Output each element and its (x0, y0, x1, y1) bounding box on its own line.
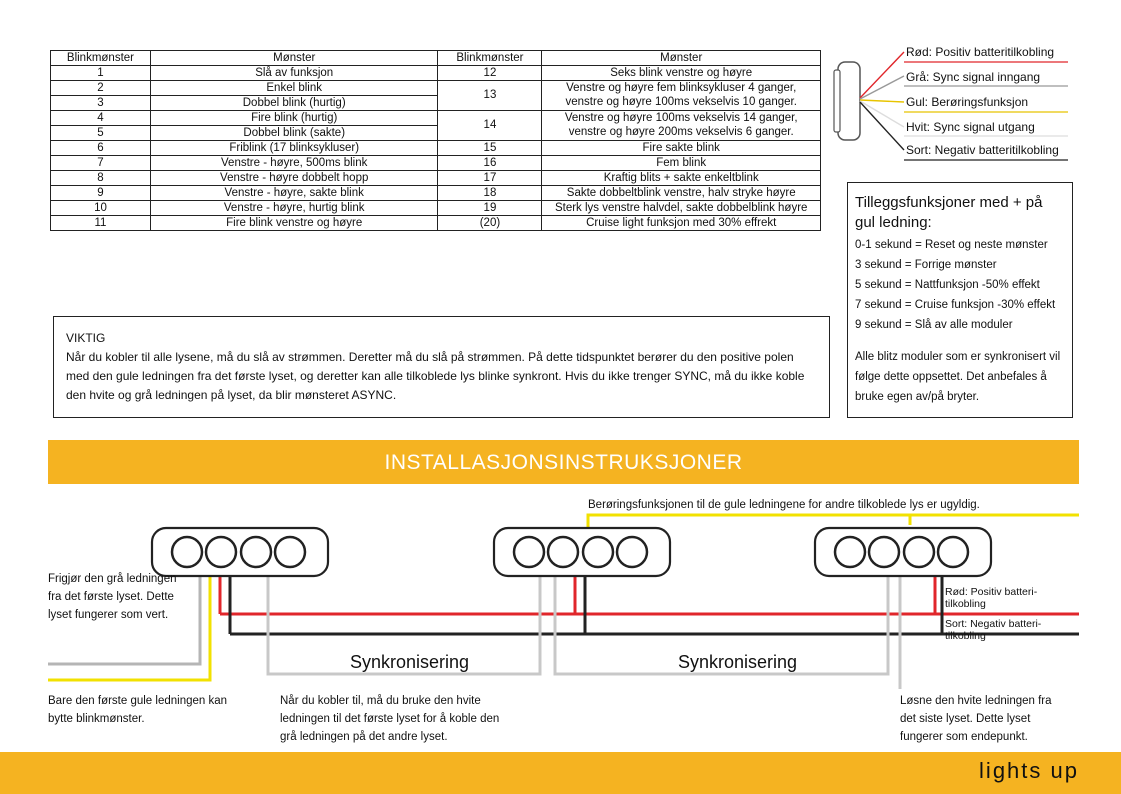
pattern-description: venstre og høyre 100ms vekselvis 10 ganger. (542, 96, 821, 111)
pattern-number: 1 (51, 66, 151, 81)
extra-note: Alle blitz moduler som er synkronisert vil følge dette oppsettet. Det anbefales å bruke egen av/på bryter. (855, 351, 1061, 403)
table-row (51, 201, 821, 216)
wire-label-grey: Grå: Sync signal inngang (906, 70, 1041, 84)
table-row (51, 156, 821, 171)
extra-line: 3 sekund = Forrige mønster (855, 259, 997, 271)
pattern-description: venstre og høyre 200ms vekselvis 6 ganger. (542, 126, 821, 141)
pattern-description: Venstre - høyre, sakte blink (150, 186, 438, 201)
pattern-description: Cruise light funksjon med 30% effrekt (542, 216, 821, 231)
pattern-description: Slå av funksjon (150, 66, 438, 81)
pattern-number: 19 (438, 201, 542, 216)
pattern-description: Dobbel blink (sakte) (150, 126, 438, 141)
pattern-number: 11 (51, 216, 151, 231)
light-module-2 (494, 528, 670, 576)
pattern-description: Kraftig blits + sakte enkeltblink (542, 171, 821, 186)
pattern-number: 10 (51, 201, 151, 216)
pattern-number: 15 (438, 141, 542, 156)
table-row (51, 96, 821, 111)
header-blinkmonster-2: Blinkmønster (438, 51, 542, 66)
pattern-number: (20) (438, 216, 542, 231)
last-light-note: Løsne den hvite ledningen fra det siste lyset. Dette lyset fungerer som endepunkt. (900, 695, 1052, 743)
pattern-description: Fire blink venstre og høyre (150, 216, 438, 231)
pattern-number: 13 (438, 81, 542, 111)
table-row (51, 81, 821, 96)
brand-logo-text: lights up (979, 758, 1079, 783)
first-light-note: Frigjør den grå ledningen fra det første lyset. Dette lyset fungerer som vert. (48, 573, 177, 621)
table-row (51, 171, 821, 186)
wire-label-red: Rød: Positiv batteritilkobling (906, 45, 1055, 59)
table-row (51, 216, 821, 231)
extra-line: 0-1 sekund = Reset og neste mønster (855, 239, 1048, 251)
pattern-description: Fire sakte blink (542, 141, 821, 156)
pattern-description: Fem blink (542, 156, 821, 171)
wire-label-yellow: Gul: Berøringsfunksjon (906, 95, 1029, 109)
pattern-number: 12 (438, 66, 542, 81)
pattern-description: Venstre - høyre, 500ms blink (150, 156, 438, 171)
sync-label-1: Synkronisering (350, 652, 470, 672)
white-wire-note: Når du kobler til, må du bruke den hvite ledningen til det første lyset for å koble den grå ledningen på det andre lyset. (280, 695, 500, 743)
pattern-description: Venstre og høyre 100ms vekselvis 14 ganger, (542, 111, 821, 126)
pattern-description: Friblink (17 blinksykluser) (150, 141, 438, 156)
light-module-1 (152, 528, 328, 576)
wire-color-legend (832, 44, 1082, 164)
black-wire-label: Sort: Negativ batteri-tilkobling (945, 618, 1042, 642)
pattern-description: Dobbel blink (hurtig) (150, 96, 438, 111)
pattern-number: 9 (51, 186, 151, 201)
pattern-description: Venstre og høyre fem blinksykluser 4 ganger, (542, 81, 821, 96)
pattern-description: Venstre - høyre, hurtig blink (150, 201, 438, 216)
extra-line: 9 sekund = Slå av alle moduler (855, 319, 1013, 331)
red-wire-label: Rød: Positiv batteri-tilkobling (945, 586, 1038, 610)
pattern-number: 18 (438, 186, 542, 201)
pattern-number: 3 (51, 96, 151, 111)
pattern-description: Sterk lys venstre halvdel, sakte dobbelblink høyre (542, 201, 821, 216)
pattern-description: Venstre - høyre dobbelt hopp (150, 171, 438, 186)
installation-banner: INSTALLASJONSINSTRUKSJONER (48, 440, 1079, 484)
important-text: Når du kobler til alle lysene, må du slå av strømmen. Deretter må du slå på strømmen. På dette tidspunktet berører du den positive polen med den gule ledningen fra det første lyset, og deretter kan alle tilkoblede lys blinke synkront. Hvis du ikke trenger SYNC, må du ikke koble den hvite og grå ledningen på lyset, da blir mønsteret ASYNC. (66, 350, 805, 402)
wire-label-white: Hvit: Sync signal utgang (906, 120, 1035, 134)
table-row (51, 126, 821, 141)
header-blinkmonster-1: Blinkmønster (51, 51, 151, 66)
footer-bar (0, 752, 1121, 794)
pattern-number: 7 (51, 156, 151, 171)
pattern-number: 8 (51, 171, 151, 186)
wire-label-black: Sort: Negativ batteritilkobling (906, 143, 1059, 157)
pattern-number: 17 (438, 171, 542, 186)
blink-pattern-table (50, 50, 821, 231)
header-monster-2: Mønster (542, 51, 821, 66)
pattern-description: Sakte dobbeltblink venstre, halv stryke høyre (542, 186, 821, 201)
pattern-number: 5 (51, 126, 151, 141)
important-title: VIKTIG (66, 331, 106, 345)
header-monster-1: Mønster (150, 51, 438, 66)
pattern-number: 2 (51, 81, 151, 96)
table-row (51, 66, 821, 81)
extra-line: 5 sekund = Nattfunksjon -50% effekt (855, 279, 1040, 291)
pattern-number: 6 (51, 141, 151, 156)
yellow-wire-note: Bare den første gule ledningen kan bytte blinkmønster. (48, 695, 228, 725)
important-notice-box (53, 316, 830, 418)
top-yellow-note: Berøringsfunksjonen til de gule ledningene for andre tilkoblede lys er ugyldig. (588, 499, 980, 511)
pattern-description: Enkel blink (150, 81, 438, 96)
table-row (51, 111, 821, 126)
light-module-3 (815, 528, 991, 576)
pattern-number: 14 (438, 111, 542, 141)
table-header-row (51, 51, 821, 66)
extra-functions-title: Tilleggsfunksjoner med + på gul ledning: (855, 194, 1043, 231)
sync-label-2: Synkronisering (678, 652, 798, 672)
table-row (51, 141, 821, 156)
pattern-number: 4 (51, 111, 151, 126)
extra-line: 7 sekund = Cruise funksjon -30% effekt (855, 299, 1056, 311)
extra-functions-box (847, 182, 1073, 418)
pattern-number: 16 (438, 156, 542, 171)
table-row (51, 186, 821, 201)
pattern-description: Seks blink venstre og høyre (542, 66, 821, 81)
pattern-description: Fire blink (hurtig) (150, 111, 438, 126)
